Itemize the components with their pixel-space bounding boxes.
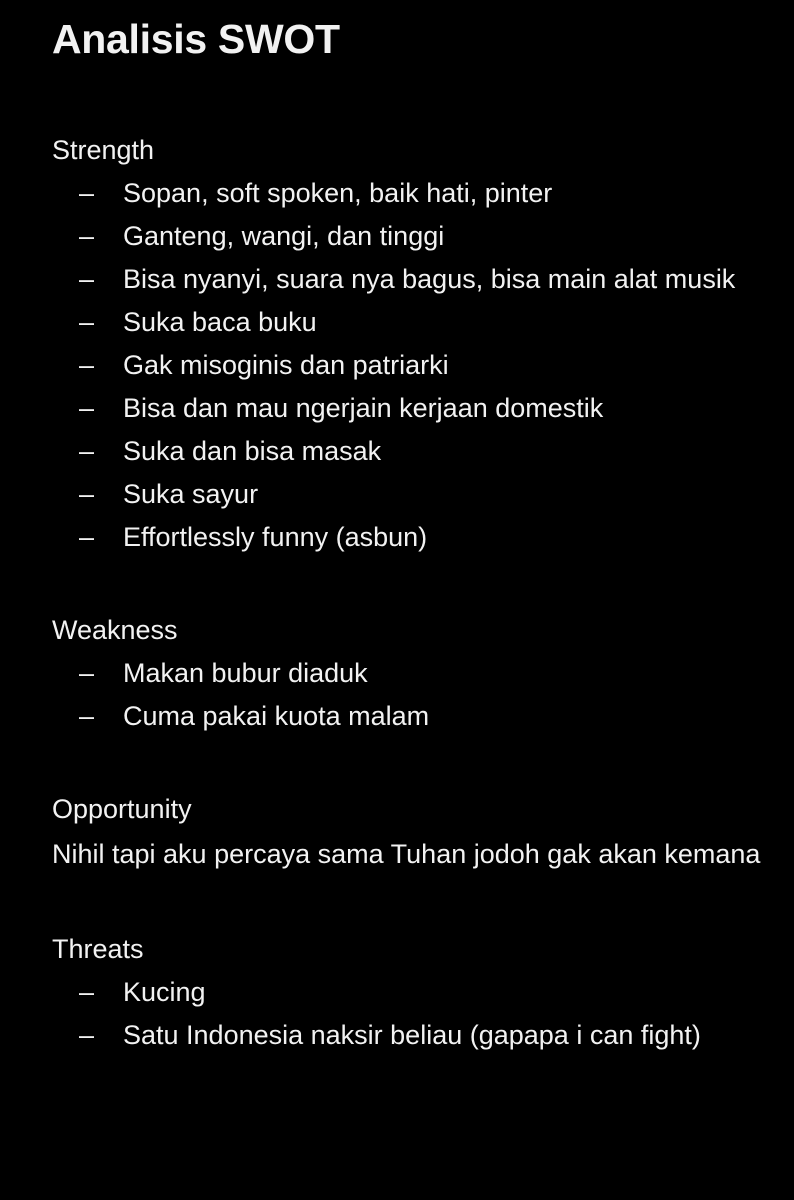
- bullet-dash: –: [79, 307, 95, 337]
- bullet-dash: –: [79, 658, 95, 688]
- list-item: [52, 301, 762, 344]
- list-item-text: Kucing: [123, 977, 206, 1007]
- list-item: [52, 430, 762, 473]
- bullet-dash: –: [79, 178, 95, 208]
- bullet-dash: –: [79, 393, 95, 423]
- note-body[interactable]: [52, 0, 762, 1057]
- list-item-text: Sopan, soft spoken, baik hati, pinter: [123, 178, 553, 208]
- list-item-text: Cuma pakai kuota malam: [123, 701, 430, 731]
- bullet-dash: –: [79, 350, 95, 380]
- list-item-text: Makan bubur diaduk: [123, 658, 368, 688]
- section-threats: [52, 928, 762, 1057]
- section-weakness: [52, 609, 762, 738]
- list-item: [52, 652, 762, 695]
- list-item-text: Bisa nyanyi, suara nya bagus, bisa main alat musik: [123, 264, 736, 294]
- list-item: [52, 215, 762, 258]
- list-item: [52, 516, 762, 559]
- strength-list: [52, 172, 762, 559]
- section-strength: [52, 129, 762, 559]
- bullet-dash: –: [79, 701, 95, 731]
- list-item: [52, 387, 762, 430]
- bullet-dash: –: [79, 221, 95, 251]
- list-item: [52, 695, 762, 738]
- opportunity-text: Nihil tapi aku percaya sama Tuhan jodoh gak akan kemana: [52, 839, 761, 869]
- threats-list: [52, 971, 762, 1057]
- list-item-text: Satu Indonesia naksir beliau (gapapa i can fight): [123, 1020, 701, 1050]
- section-heading-threats: Threats: [52, 934, 144, 964]
- list-item-text: Effortlessly funny (asbun): [123, 522, 428, 552]
- bullet-dash: –: [79, 1020, 95, 1050]
- list-item: [52, 1014, 762, 1057]
- list-item: [52, 172, 762, 215]
- list-item-text: Suka sayur: [123, 479, 259, 509]
- list-item-text: Ganteng, wangi, dan tinggi: [123, 221, 445, 251]
- section-opportunity: [52, 788, 762, 878]
- list-item: [52, 473, 762, 516]
- bullet-dash: –: [79, 436, 95, 466]
- bullet-dash: –: [79, 479, 95, 509]
- list-item-text: Suka dan bisa masak: [123, 436, 382, 466]
- note-title: Analisis SWOT: [52, 16, 340, 62]
- list-item: [52, 258, 762, 301]
- section-heading-strength: Strength: [52, 135, 155, 165]
- list-item-text: Bisa dan mau ngerjain kerjaan domestik: [123, 393, 604, 423]
- list-item: [52, 344, 762, 387]
- bullet-dash: –: [79, 977, 95, 1007]
- weakness-list: [52, 652, 762, 738]
- list-item-text: Gak misoginis dan patriarki: [123, 350, 449, 380]
- bullet-dash: –: [79, 522, 95, 552]
- section-heading-weakness: Weakness: [52, 615, 178, 645]
- bullet-dash: –: [79, 264, 95, 294]
- section-heading-opportunity: Opportunity: [52, 794, 192, 824]
- list-item: [52, 971, 762, 1014]
- list-item-text: Suka baca buku: [123, 307, 317, 337]
